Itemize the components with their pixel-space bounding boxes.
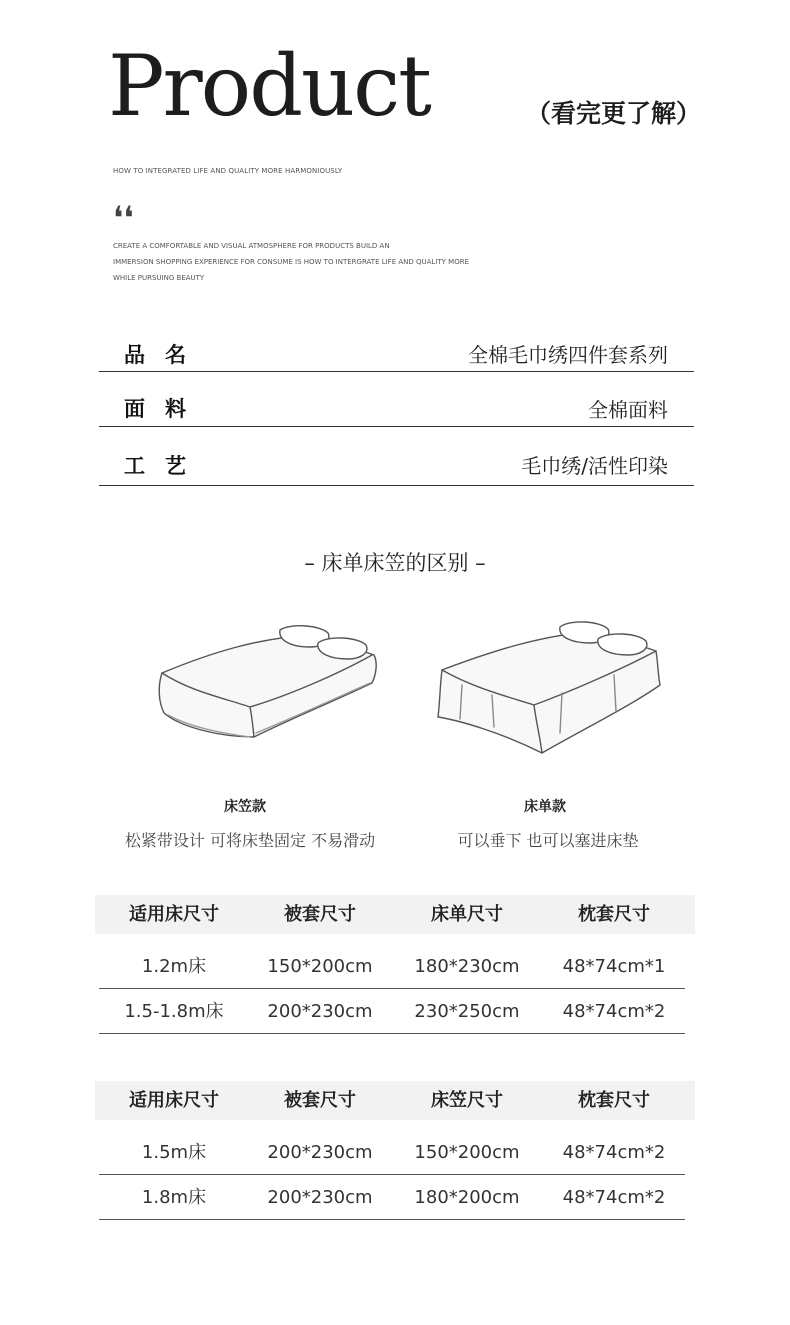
page-subtitle: （看完更了解）: [526, 99, 702, 128]
table-cell: 48*74cm*2: [562, 1142, 666, 1163]
table-cell: 1.5-1.8m床: [124, 1001, 224, 1022]
table-header-cell: 枕套尺寸: [578, 904, 650, 925]
spec-label: 工艺: [124, 454, 206, 478]
table-cell: 200*230cm: [267, 1142, 373, 1163]
table-header-cell: 枕套尺寸: [578, 1090, 650, 1111]
table-cell: 48*74cm*2: [562, 1187, 666, 1208]
table-cell: 1.5m床: [141, 1142, 207, 1163]
table-cell: 150*200cm: [414, 1142, 520, 1163]
fitted-sheet-description: 松紧带设计 可将床垫固定 不易滑动: [124, 831, 376, 850]
table-row: [99, 1175, 685, 1220]
table-cell: 1.8m床: [141, 1187, 207, 1208]
description-block: [113, 238, 533, 286]
table-header: [95, 1081, 695, 1120]
tagline: HOW TO INTEGRATED LIFE AND QUALITY MORE HARMONIOUSLY: [113, 167, 343, 175]
table-cell: 200*230cm: [267, 1187, 373, 1208]
table-cell: 150*200cm: [267, 956, 373, 977]
fitted-sheet-caption: 床笠款: [224, 799, 266, 815]
table-cell: 200*230cm: [267, 1001, 373, 1022]
table-cell: 180*230cm: [414, 956, 520, 977]
table-header-cell: 被套尺寸: [284, 1090, 356, 1111]
fitted-sheet-bed-illustration: [150, 615, 385, 750]
table-header-cell: 床笠尺寸: [431, 1090, 503, 1111]
spec-label: 品名: [124, 343, 206, 367]
spec-value: 毛巾绣/活性印染: [521, 454, 668, 478]
flat-sheet-description: 可以垂下 也可以塞进床垫: [457, 831, 639, 850]
spec-label: 面料: [124, 397, 206, 421]
table-row: [99, 989, 685, 1034]
spec-value: 全棉面料: [588, 398, 668, 422]
page-title: Product: [108, 37, 430, 135]
table-header-cell: 床单尺寸: [431, 904, 503, 925]
table-row: [99, 1130, 685, 1175]
table-cell: 1.2m床: [141, 956, 207, 977]
description-line: IMMERSION SHOPPING EXPERIENCE FOR CONSUME IS HOW TO INTERGRATE LIFE AND QUALITY MORE: [113, 258, 469, 266]
section-title: – 床单床笠的区别 –: [304, 551, 486, 575]
description-line: CREATE A COMFORTABLE AND VISUAL ATMOSPHERE FOR PRODUCTS BUILD AN: [113, 242, 390, 250]
table-cell: 48*74cm*1: [562, 956, 666, 977]
table-header: [95, 895, 695, 934]
table-cell: 48*74cm*2: [562, 1001, 666, 1022]
flat-sheet-caption: 床单款: [524, 799, 566, 815]
table-header-cell: 被套尺寸: [284, 904, 356, 925]
description-line: WHILE PURSUING BEAUTY: [113, 274, 205, 282]
size-table-fitted-sheet: [95, 1081, 695, 1221]
table-cell: 230*250cm: [414, 1001, 520, 1022]
spec-row-fabric: [99, 372, 694, 427]
table-header-cell: 适用床尺寸: [129, 1090, 219, 1111]
spec-row-name: [99, 330, 694, 372]
spec-row-craft: [99, 427, 694, 486]
size-table-flat-sheet: [95, 895, 695, 1035]
quote-icon: ❛❛: [113, 199, 134, 237]
table-cell: 180*200cm: [414, 1187, 520, 1208]
flat-sheet-bed-illustration: [432, 615, 667, 760]
table-header-cell: 适用床尺寸: [129, 904, 219, 925]
spec-value: 全棉毛巾绣四件套系列: [468, 343, 668, 367]
table-row: [99, 944, 685, 989]
